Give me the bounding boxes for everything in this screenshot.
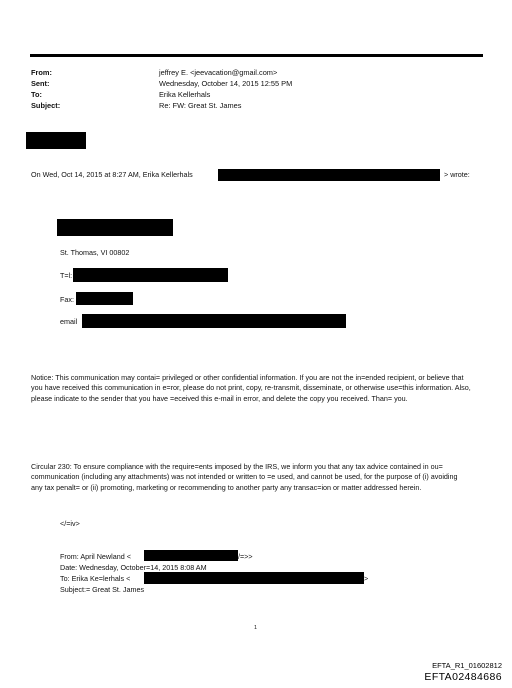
redaction-block	[76, 292, 133, 305]
header-rule	[30, 54, 483, 57]
div-close-tag: </=iv>	[60, 519, 80, 528]
subject-value: Re: FW: Great St. James	[159, 101, 242, 110]
email-label: email	[60, 317, 78, 326]
fax-label: Fax:	[60, 295, 74, 304]
to-value: Erika Kellerhals	[159, 90, 211, 99]
forward-to-prefix: To: Erika Ke=lerhals <	[60, 574, 131, 583]
forward-from-suffix: /=>>	[238, 552, 253, 561]
redaction-block	[57, 219, 173, 236]
signature-address: St. Thomas, VI 00802	[60, 248, 130, 257]
sent-value: Wednesday, October 14, 2015 12:55 PM	[159, 79, 293, 88]
subject-label: Subject:	[31, 101, 61, 110]
quote-intro-suffix: > wrote:	[444, 170, 470, 179]
redaction-block	[73, 268, 228, 282]
circular-230-paragraph: Circular 230: To ensure compliance with the require=ents imposed by the IRS, we inform you that any tax advice contained in ou= communication (including any attachments) was not intended or written to =e used, and cannot be used, for the purpose of (i) avoiding any tax penalt= or (ii) promoting, marketing or recommending to another party any transac=ion or matter addressed herein.	[31, 462, 458, 492]
quote-intro-prefix: On Wed, Oct 14, 2015 at 8:27 AM, Erika Kellerhals	[31, 170, 193, 179]
redaction-block	[82, 314, 346, 328]
redaction-block	[144, 550, 238, 561]
redaction-block	[144, 572, 364, 584]
footer-id-small: EFTA_R1_01602812	[432, 661, 502, 670]
tel-label: T=l:	[60, 271, 73, 280]
sent-label: Sent:	[31, 79, 50, 88]
forward-from-prefix: From: April Newland <	[60, 552, 131, 561]
page-number: 1	[254, 625, 258, 631]
forward-subject: Subject:= Great St. James	[60, 585, 145, 594]
footer-id-large: EFTA02484686	[424, 671, 502, 683]
from-value: jeffrey E. <jeevacation@gmail.com>	[159, 68, 278, 77]
redaction-block	[26, 132, 86, 149]
forward-to-suffix: >	[364, 574, 369, 583]
from-label: From:	[31, 68, 52, 77]
to-label: To:	[31, 90, 42, 99]
notice-paragraph: Notice: This communication may contai= privileged or other confidential information. If you are not the in=ended recipient, or believe that you have received this communication in e=ror, please do not print, copy, re-transmit, disseminate, or otherwise use=this information. Also, please indicate to the sender that you have =eceived this e-mail in error, and delete the copy you received. Than= you.	[31, 373, 471, 403]
forward-date: Date: Wednesday, October=14, 2015 8:08 AM	[60, 563, 207, 572]
redaction-block	[218, 169, 440, 181]
